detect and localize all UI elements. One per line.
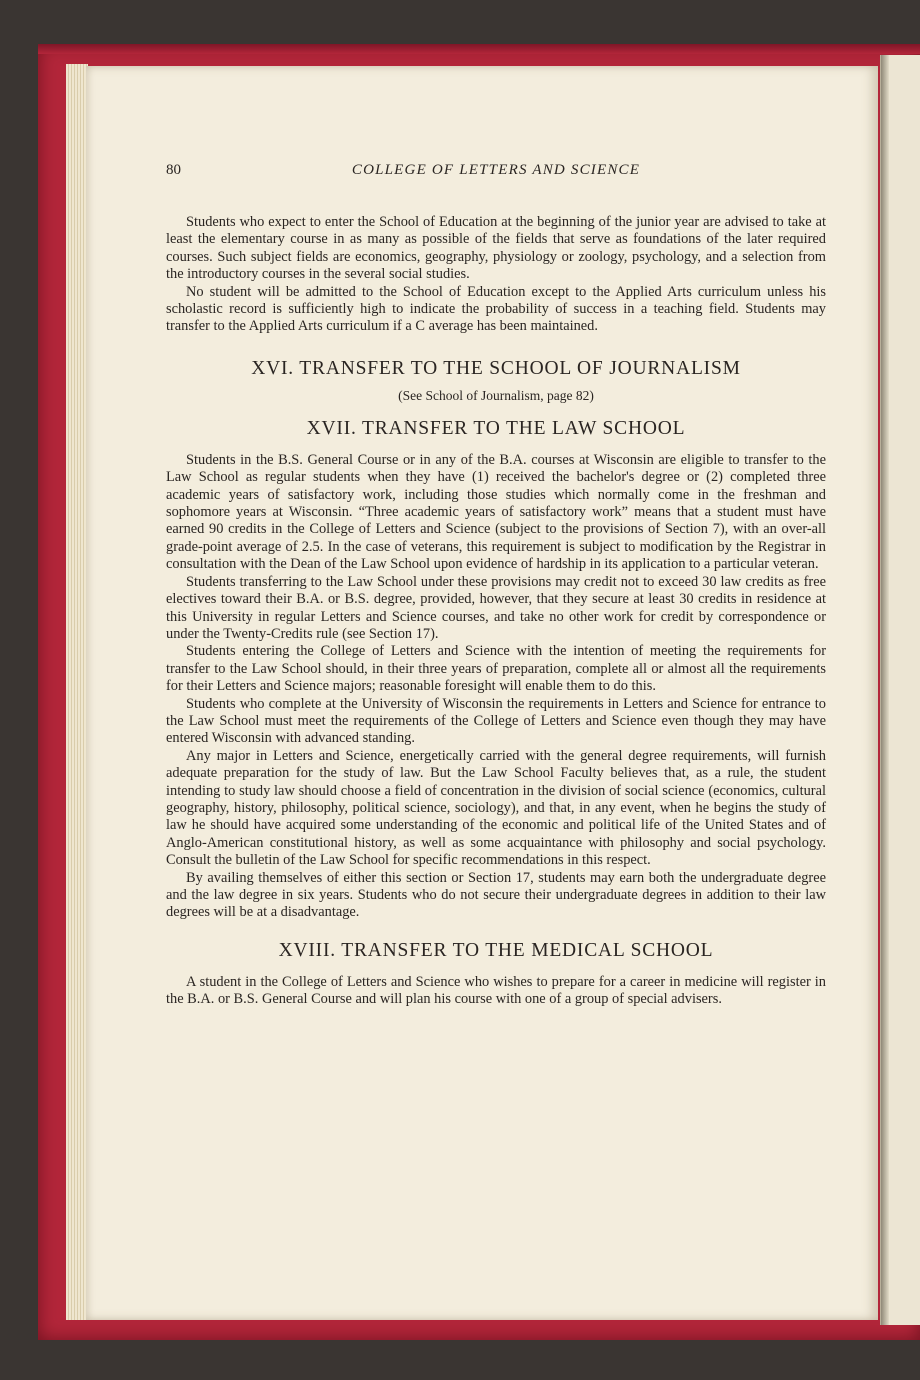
page-header [166, 162, 826, 184]
facing-page-edge [880, 55, 920, 1325]
cover-edge [38, 44, 920, 54]
page-content [166, 162, 826, 1009]
section-heading-law: XVII. TRANSFER TO THE LAW SCHOOL [306, 417, 686, 439]
binding-gutter [881, 55, 889, 1325]
cross-reference-note: (See School of Journalism, page 82) [398, 387, 594, 403]
law-paragraph: Students in the B.S. General Course or in any of the B.A. courses at Wisconsin are eligible to transfer to the Law School as regular students when they have (1) received the bachelor's degree or (2) completed three academic years of satisfactory work, including those studies which normally come in the freshman and sophomore years at Wisconsin. “Three academic years of satisfactory work” means that a student must have earned 90 credits in the College of Letters and Science (subject to the provisions of Section 7), with an over-all grade-point average of 2.5. In the case of veterans, this requirement is subject to modification by the Registrar in consultation with the Dean of the Law School upon evidence of hardship in its application to a particular veteran. [166, 451, 826, 573]
law-paragraph: By availing themselves of either this section or Section 17, students may earn both the undergraduate degree and the law degree in six years. Students who do not secure their undergraduate degrees in addition to their law degrees will be at a disadvantage. [166, 869, 826, 921]
law-paragraph: Students who complete at the University of Wisconsin the requirements in Letters and Science for entrance to the Law School must meet the requirements of the College of Letters and Science even though they may have entered Wisconsin with advanced standing. [166, 695, 826, 747]
page-stack-edges [66, 64, 88, 1320]
book-page [86, 66, 878, 1320]
law-paragraph: Any major in Letters and Science, energetically carried with the general degree requirements, will furnish adequate preparation for the study of law. But the Law School Faculty believes that, as a rule, the student intending to study law should choose a field of concentration in the division of social science (economics, cultural geography, history, philosophy, political science, sociology), and that, in any event, when he begins the study of law he should have acquired some understanding of the economic and political life of the United States and of Anglo-American constitutional history, as well as some acquaintance with philosophy and social psychology. Consult the bulletin of the Law School for specific recommendations in this respect. [166, 747, 826, 869]
section-heading-medical: XVIII. TRANSFER TO THE MEDICAL SCHOOL [278, 939, 714, 961]
intro-paragraph: Students who expect to enter the School of Education at the beginning of the junior year are advised to take at least the elementary course in as many as possible of the fields that serve as foundations of the later required courses. Such subject fields are economics, geography, physiology or zoology, psychology, and a selection from the introductory courses in the several social studies. [166, 214, 826, 283]
page-number: 80 [166, 162, 181, 178]
law-paragraph: Students transferring to the Law School under these provisions may credit not to exceed 30 law credits as free electives toward their B.A. or B.S. degree, provided, however, that they secure at least 30 credits in residence at this University in regular Letters and Science courses, and take no other work for credit by correspondence or under the Twenty-Credits rule (see Section 17). [166, 573, 826, 642]
medical-paragraph: A student in the College of Letters and Science who wishes to prepare for a career in medicine will register in the B.A. or B.S. General Course and will plan his course with one of a group of special advisers. [166, 973, 826, 1008]
running-title: COLLEGE OF LETTERS AND SCIENCE [351, 162, 641, 178]
intro-paragraph: No student will be admitted to the School of Education except to the Applied Arts curriculum unless his scholastic record is sufficiently high to indicate the probability of success in a teaching field. Students may transfer to the Applied Arts curriculum if a C average has been maintained. [166, 283, 826, 335]
law-paragraph: Students entering the College of Letters and Science with the intention of meeting the requirements for transfer to the Law School should, in their three years of preparation, complete all or almost all the requirements for their Letters and Science majors; reasonable foresight will enable them to do this. [166, 643, 826, 695]
section-heading-journalism: XVI. TRANSFER TO THE SCHOOL OF JOURNALISM [251, 357, 741, 379]
